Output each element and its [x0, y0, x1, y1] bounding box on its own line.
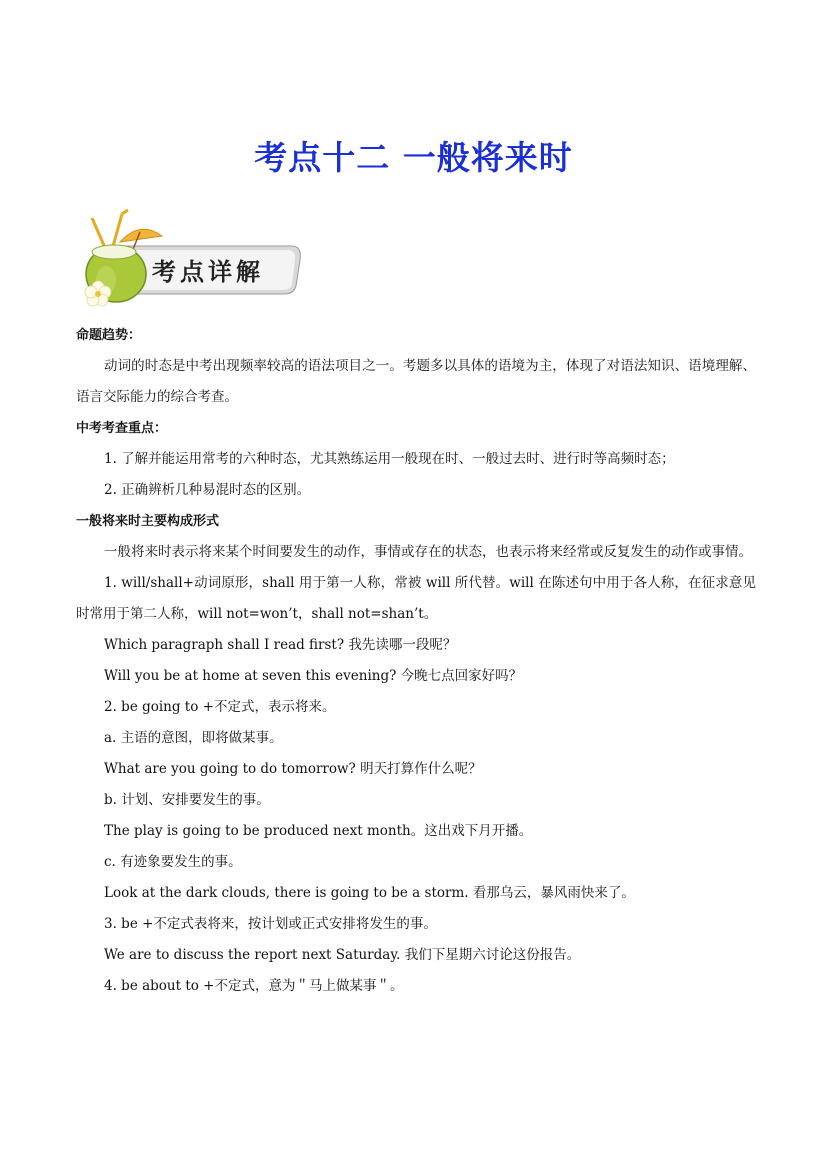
form-heading: 一般将来时主要构成形式: [76, 514, 220, 529]
coconut-banner: [70, 208, 310, 308]
banner-label: 考点详解: [152, 257, 264, 286]
example-6: We are to discuss the report next Saturday. 我们下星期六讨论这份报告。: [104, 947, 581, 963]
going-b: b. 计划、安排要发生的事。: [104, 792, 270, 808]
going-rule: 2. be going to +不定式，表示将来。: [104, 699, 336, 715]
example-2: Will you be at home at seven this evening? 今晚七点回家好吗？: [104, 668, 523, 684]
focus-heading: 中考考查重点：: [76, 421, 168, 436]
example-1: Which paragraph shall I read first? 我先读哪一段呢？: [104, 637, 457, 653]
going-a: a. 主语的意图，即将做某事。: [104, 730, 283, 746]
trend-text: 动词的时态是中考出现频率较高的语法项目之一。考题多以具体的语境为主，体现了对语法知识、语境理解、语言交际能力的综合考查。: [76, 358, 756, 405]
article-body: [76, 320, 756, 1002]
example-3: What are you going to do tomorrow? 明天打算作什么呢？: [104, 761, 482, 777]
trend-heading: 命题趋势：: [76, 328, 142, 343]
form-intro: 一般将来时表示将来某个时间要发生的动作，事情或存在的状态，也表示将来经常或反复发生的动作或事情。: [104, 544, 752, 560]
page-title: 考点十二 一般将来时: [254, 138, 573, 177]
going-c: c. 有迹象要发生的事。: [104, 854, 242, 870]
focus-item-1: 1. 了解并能运用常考的六种时态，尤其熟练运用一般现在时、一般过去时、进行时等高频时态；: [104, 451, 675, 467]
example-5: Look at the dark clouds, there is going to be a storm. 看那乌云，暴风雨快来了。: [104, 885, 635, 901]
be-to-rule: 3. be +不定式表将来，按计划或正式安排将发生的事。: [104, 916, 437, 932]
will-rule: 1. will/shall+动词原形，shall 用于第一人称，常被 will 所代替。will 在陈述句中用于各人称，在征求意见时常用于第二人称，will not=won’t，shall not=shan’t。: [76, 575, 756, 622]
example-4: The play is going to be produced next month。这出戏下月开播。: [104, 823, 533, 839]
focus-item-2: 2. 正确辨析几种易混时态的区别。: [104, 482, 311, 498]
about-rule: 4. be about to +不定式，意为＂马上做某事＂。: [104, 978, 404, 994]
